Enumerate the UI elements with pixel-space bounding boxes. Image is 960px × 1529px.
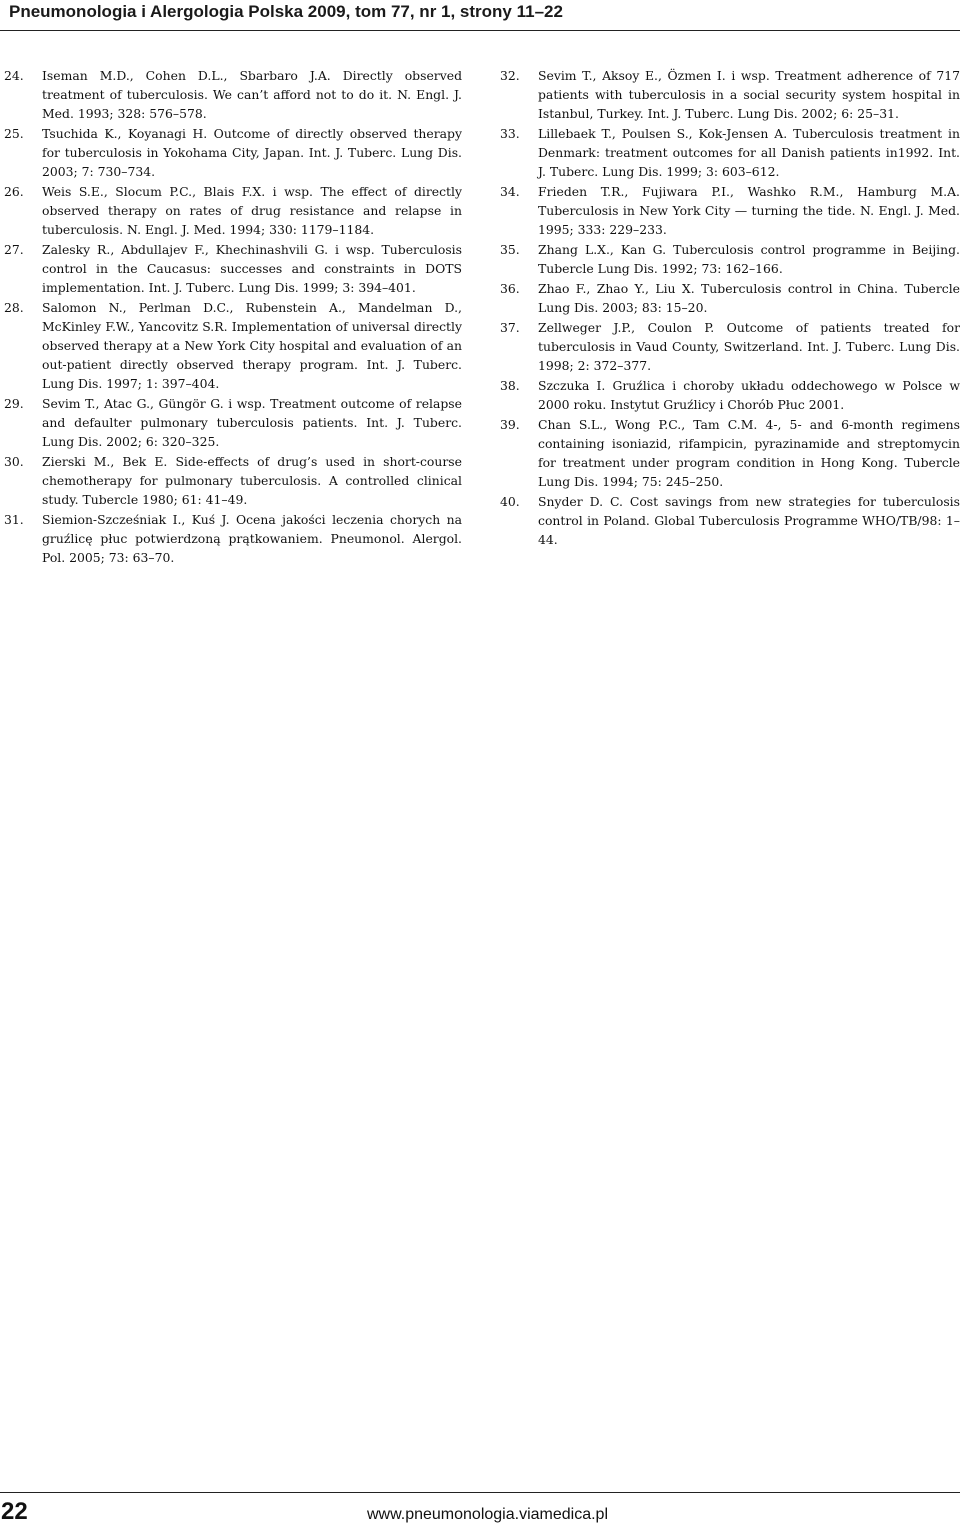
reference-text: Siemion-Szcześniak I., Kuś J. Ocena jakości leczenia chorych na gruźlicę płuc potwierdzoną prątkowaniem. Pneumonol. Alergol. Pol. 2005; 73: 63–70. — [42, 512, 462, 565]
reference-text: Tsuchida K., Koyanagi H. Outcome of directly observed therapy for tuberculosis in Yokohama City, Japan. Int. J. Tuberc. Lung Dis. 2003; 7: 730–734. — [42, 126, 462, 179]
reference-number: 34. — [500, 184, 520, 199]
reference-text: Frieden T.R., Fujiwara P.I., Washko R.M., Hamburg M.A. Tuberculosis in New York City — turning the tide. N. Engl. J. Med. 1995; 333: 229–233. — [538, 184, 960, 237]
reference-number: 38. — [500, 378, 520, 393]
reference-item-29 — [4, 394, 462, 451]
reference-number: 40. — [500, 494, 520, 509]
page-number: 22 — [1, 1498, 28, 1525]
reference-number: 33. — [500, 126, 520, 141]
reference-number: 37. — [500, 320, 520, 335]
reference-text: Sevim T., Aksoy E., Özmen I. i wsp. Treatment adherence of 717 patients with tuberculosis in a social security system hospital in Istanbul, Turkey. Int. J. Tuberc. Lung Dis. 2002; 6: 25–31. — [538, 68, 960, 121]
reference-number: 28. — [4, 300, 24, 315]
reference-item-25 — [4, 124, 462, 181]
header-divider — [0, 30, 960, 31]
reference-text: Zierski M., Bek E. Side-effects of drug’s used in short-course chemotherapy for pulmonary tuberculosis. A controlled clinical study. Tubercle 1980; 61: 41–49. — [42, 454, 462, 507]
reference-text: Zhang L.X., Kan G. Tuberculosis control programme in Beijing. Tubercle Lung Dis. 1992; 73: 162–166. — [538, 242, 960, 276]
reference-list-left-column — [4, 66, 462, 568]
reference-text: Zhao F., Zhao Y., Liu X. Tuberculosis control in China. Tubercle Lung Dis. 2003; 83: 15–20. — [538, 281, 960, 315]
reference-item-32 — [500, 66, 960, 123]
reference-item-30 — [4, 452, 462, 509]
reference-item-37 — [500, 318, 960, 375]
reference-number: 25. — [4, 126, 24, 141]
reference-item-33 — [500, 124, 960, 181]
reference-text: Chan S.L., Wong P.C., Tam C.M. 4-, 5- and 6-month regimens containing isoniazid, rifampicin, pyrazinamide and streptomycin for treatment under program condition in Hong Kong. Tubercle Lung Dis. 1994; 75: 245–250. — [538, 417, 960, 489]
reference-item-27 — [4, 240, 462, 297]
reference-text: Zalesky R., Abdullajev F., Khechinashvili G. i wsp. Tuberculosis control in the Caucasus: successes and constraints in DOTS implementation. Int. J. Tuberc. Lung Dis. 1999; 3: 394–401. — [42, 242, 462, 295]
reference-number: 24. — [4, 68, 24, 83]
reference-number: 30. — [4, 454, 24, 469]
reference-text: Weis S.E., Slocum P.C., Blais F.X. i wsp. The effect of directly observed therapy on rates of drug resistance and relapse in tuberculosis. N. Engl. J. Med. 1994; 330: 1179–1184. — [42, 184, 462, 237]
reference-number: 29. — [4, 396, 24, 411]
reference-item-40 — [500, 492, 960, 549]
reference-item-39 — [500, 415, 960, 491]
reference-text: Iseman M.D., Cohen D.L., Sbarbaro J.A. Directly observed treatment of tuberculosis. We can’t afford not to do it. N. Engl. J. Med. 1993; 328: 576–578. — [42, 68, 462, 121]
reference-number: 39. — [500, 417, 520, 432]
reference-text: Salomon N., Perlman D.C., Rubenstein A., Mandelman D., McKinley F.W., Yancovitz S.R. Implementation of universal directly observed therapy at a New York City hospital and evaluation of an out-patient directly observed therapy program. Int. J. Tuberc. Lung Dis. 1997; 1: 397–404. — [42, 300, 462, 391]
reference-item-38 — [500, 376, 960, 414]
reference-item-26 — [4, 182, 462, 239]
reference-text: Szczuka I. Gruźlica i choroby układu oddechowego w Polsce w 2000 roku. Instytut Gruźlicy i Chorób Płuc 2001. — [538, 378, 960, 412]
reference-item-35 — [500, 240, 960, 278]
reference-text: Sevim T., Atac G., Güngör G. i wsp. Treatment outcome of relapse and defaulter pulmonary tuberculosis patients. Int. J. Tuberc. Lung Dis. 2002; 6: 320–325. — [42, 396, 462, 449]
reference-item-34 — [500, 182, 960, 239]
reference-number: 26. — [4, 184, 24, 199]
reference-item-36 — [500, 279, 960, 317]
reference-item-28 — [4, 298, 462, 393]
reference-number: 36. — [500, 281, 520, 296]
footer-divider — [0, 1492, 960, 1493]
reference-number: 32. — [500, 68, 520, 83]
reference-list-right-column — [500, 66, 960, 550]
reference-text: Snyder D. C. Cost savings from new strategies for tuberculosis control in Poland. Global Tuberculosis Programme WHO/TB/98: 1–44. — [538, 494, 960, 547]
reference-text: Lillebaek T., Poulsen S., Kok-Jensen A. Tuberculosis treatment in Denmark: treatment outcomes for all Danish patients in1992. Int. J. Tuberc. Lung Dis. 1999; 3: 603–612. — [538, 126, 960, 179]
reference-item-24 — [4, 66, 462, 123]
journal-website-link[interactable]: www.pneumonologia.viamedica.pl — [366, 1506, 608, 1523]
reference-number: 31. — [4, 512, 24, 527]
reference-item-31 — [4, 510, 462, 567]
reference-number: 35. — [500, 242, 520, 257]
reference-text: Zellweger J.P., Coulon P. Outcome of patients treated for tuberculosis in Vaud County, Switzerland. Int. J. Tuberc. Lung Dis. 1998; 2: 372–377. — [538, 320, 960, 373]
running-header: Pneumonologia i Alergologia Polska 2009, tom 77, nr 1, strony 11–22 — [9, 2, 563, 21]
reference-number: 27. — [4, 242, 24, 257]
